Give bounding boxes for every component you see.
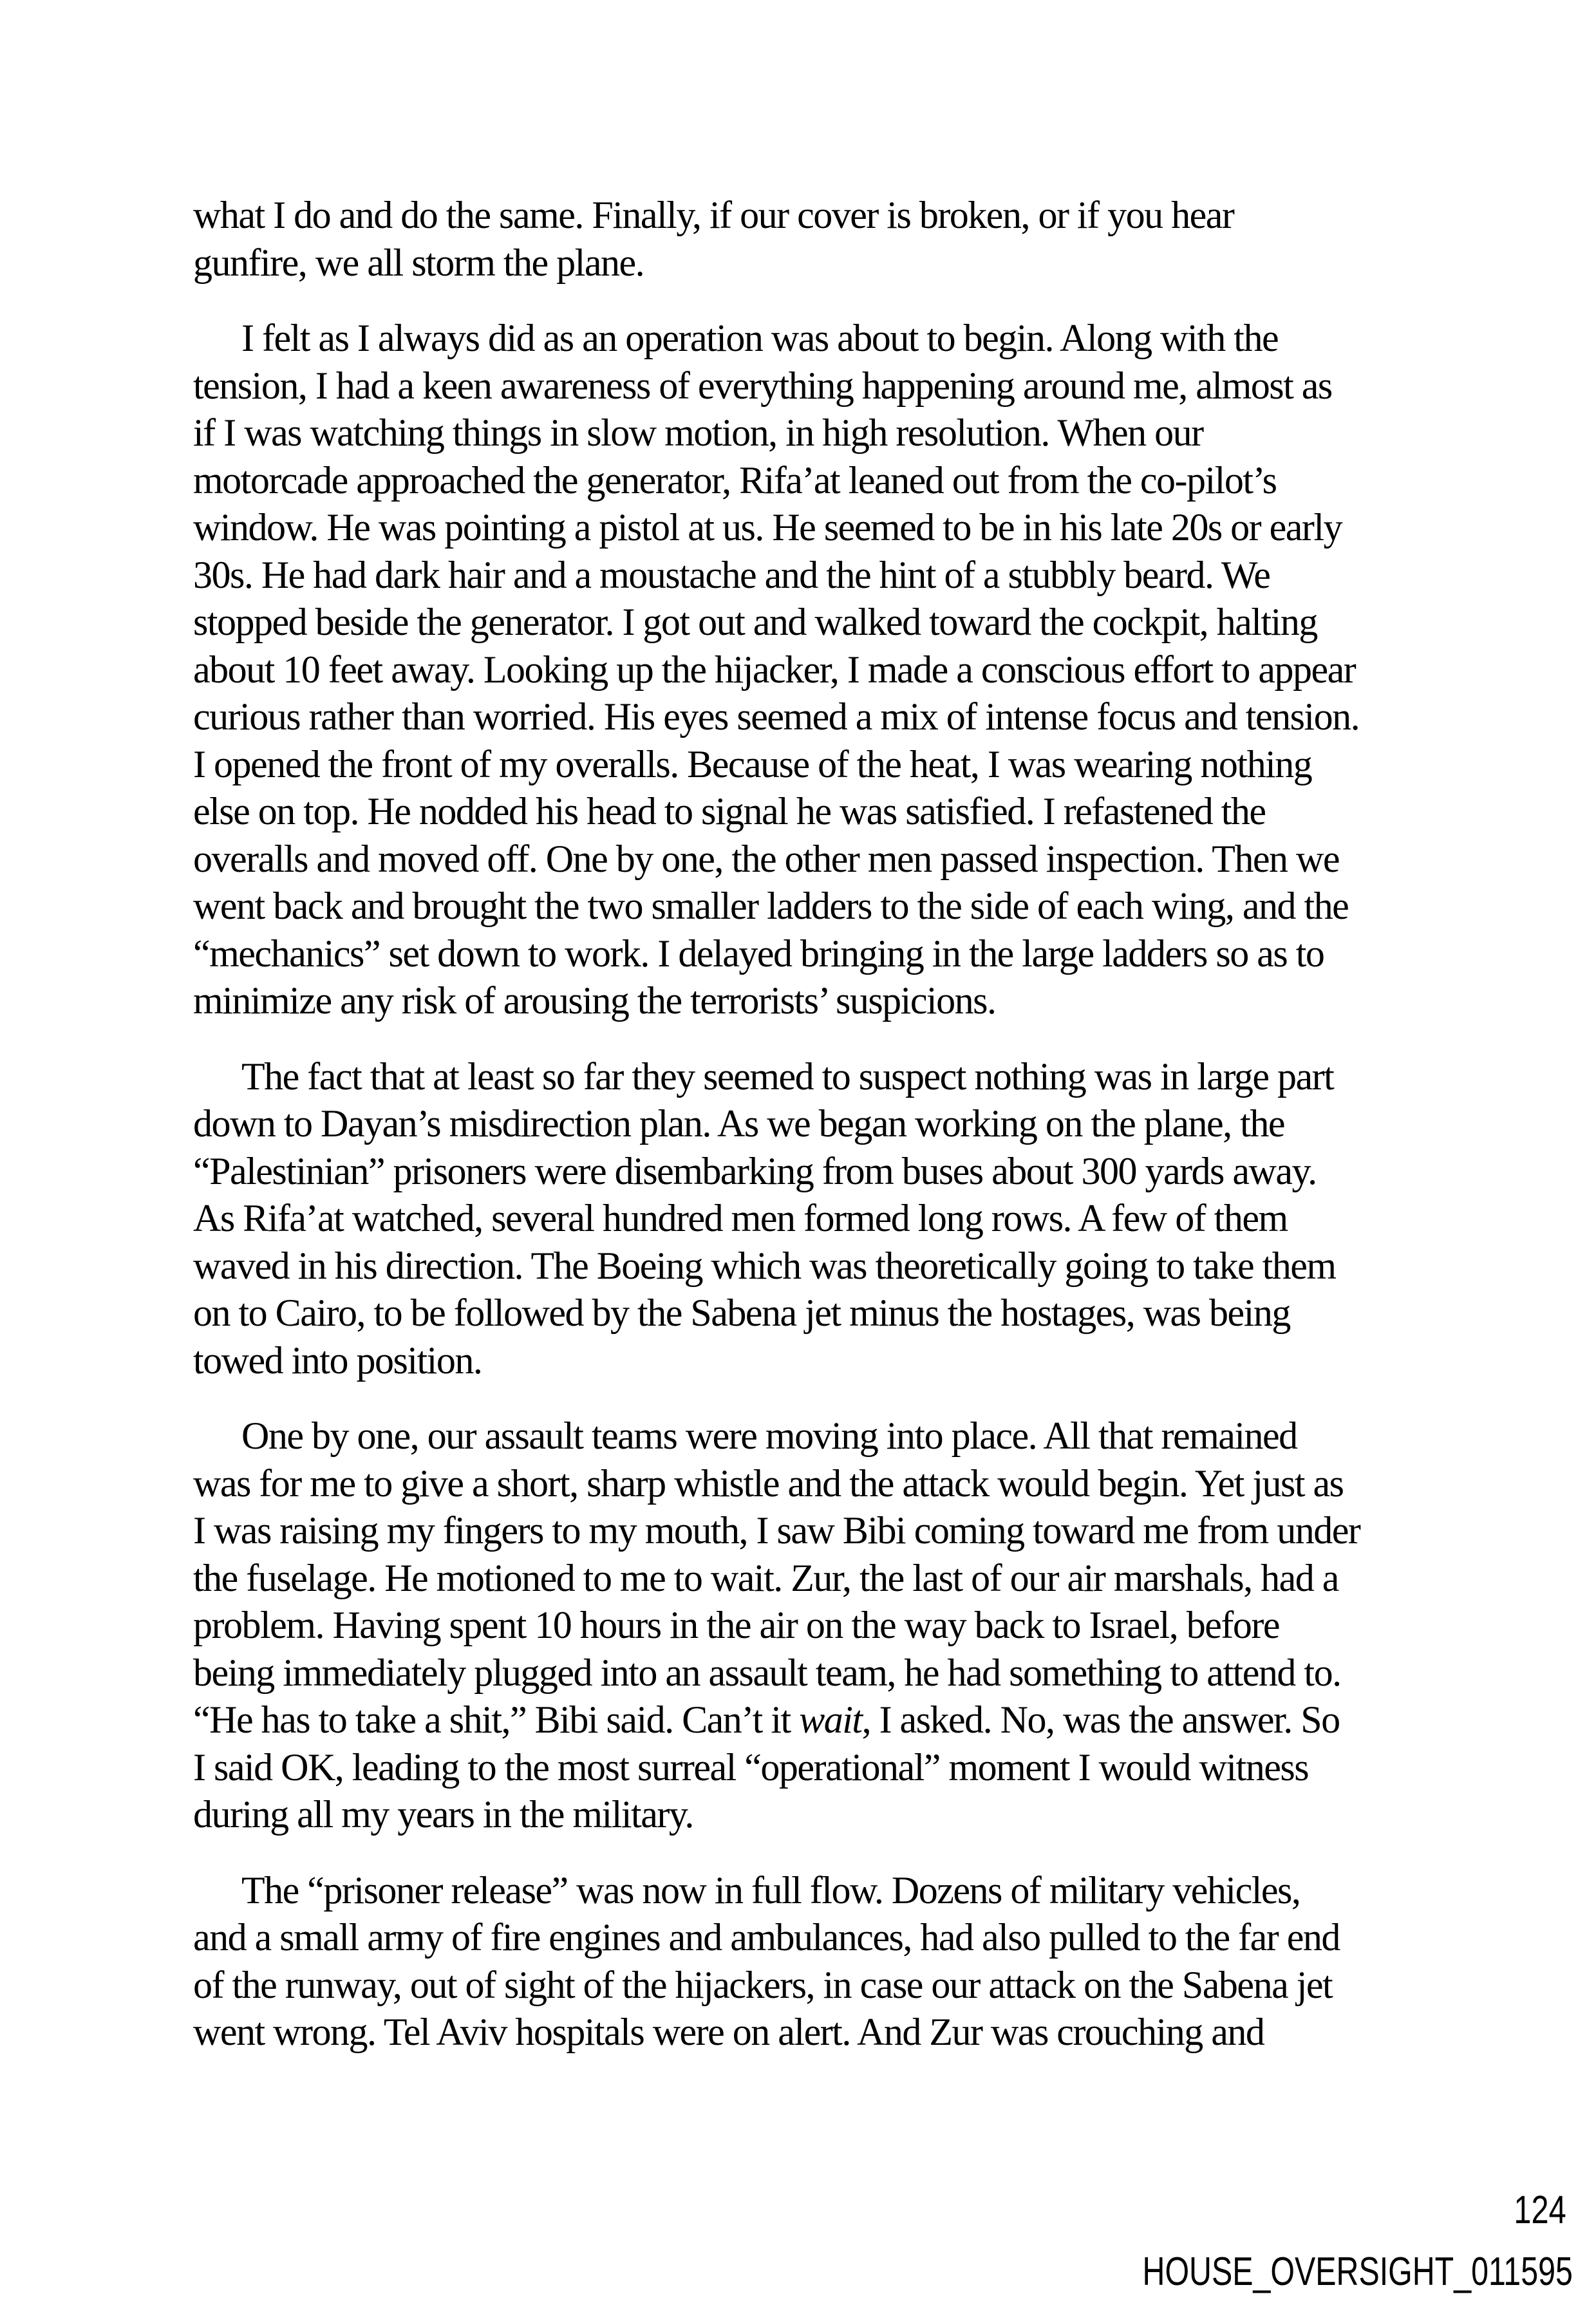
text-line: problem. Having spent 10 hours in the air on the way back to Israel, before [193, 1604, 1279, 1646]
text-line: The “prisoner release” was now in full flow. Dozens of military vehicles, [241, 1868, 1300, 1912]
text-line: minimize any risk of arousing the terrorists’ suspicions. [193, 979, 996, 1022]
text-line: window. He was pointing a pistol at us. He seemed to be in his late 20s or early [193, 506, 1342, 549]
text-line: I opened the front of my overalls. Because of the heat, I was wearing nothing [193, 742, 1312, 785]
text-line: gunfire, we all storm the plane. [193, 241, 644, 284]
text-line: overalls and moved off. One by one, the other men passed inspection. Then we [193, 837, 1339, 880]
bates-stamp: HOUSE_OVERSIGHT_011595 [1142, 2250, 1573, 2294]
text-line: curious rather than worried. His eyes seemed a mix of intense focus and tension. [193, 695, 1360, 738]
text-line: “mechanics” set down to work. I delayed bringing in the large ladders so as to [193, 932, 1324, 975]
text-line: waved in his direction. The Boeing which was theoretically going to take them [193, 1244, 1336, 1287]
text-line: else on top. He nodded his head to signal he was satisfied. I refastened the [193, 790, 1266, 832]
text-line: “Palestinian” prisoners were disembarking from buses about 300 yards away. [193, 1149, 1317, 1192]
text-line: motorcade approached the generator, Rifa’at leaned out from the co-pilot’s [193, 458, 1277, 502]
text-line: 30s. He had dark hair and a moustache and the hint of a stubbly beard. We [193, 553, 1270, 596]
text-line: As Rifa’at watched, several hundred men formed long rows. A few of them [193, 1197, 1288, 1239]
text-line: was for me to give a short, sharp whistle and the attack would begin. Yet just as [193, 1462, 1344, 1505]
paragraph [193, 315, 1360, 1025]
text-line: being immediately plugged into an assault team, he had something to attend to. [193, 1651, 1341, 1694]
text-line: stopped beside the generator. I got out and walked toward the cockpit, halting [193, 601, 1317, 643]
text-line: went back and brought the two smaller ladders to the side of each wing, and the [193, 885, 1349, 927]
text-line: down to Dayan’s misdirection plan. As we began working on the plane, the [193, 1102, 1284, 1145]
text-line: of the runway, out of sight of the hijackers, in case our attack on the Sabena jet [193, 1963, 1333, 2006]
text-line: what I do and do the same. Finally, if our cover is broken, or if you hear [193, 194, 1234, 236]
text-line: went wrong. Tel Aviv hospitals were on alert. And Zur was crouching and [193, 2011, 1264, 2053]
text-line: if I was watching things in slow motion, in high resolution. When our [193, 411, 1203, 454]
text-line: the fuselage. He motioned to me to wait. Zur, the last of our air marshals, had a [193, 1556, 1338, 1599]
text-line: I said OK, leading to the most surreal “operational” moment I would witness [193, 1745, 1309, 1789]
paragraph [193, 1413, 1360, 1839]
text-line: I felt as I always did as an operation was about to begin. Along with the [241, 317, 1279, 359]
paragraph [193, 192, 1360, 287]
paragraph [193, 1053, 1360, 1385]
text-line: I was raising my fingers to my mouth, I saw Bibi coming toward me from under [193, 1509, 1360, 1552]
text-line: on to Cairo, to be followed by the Sabena jet minus the hostages, was being [193, 1292, 1290, 1334]
text-line: about 10 feet away. Looking up the hijacker, I made a conscious effort to appear [193, 648, 1356, 691]
text-line: tension, I had a keen awareness of everything happening around me, almost as [193, 364, 1332, 407]
text-line: towed into position. [193, 1339, 482, 1382]
text-line: “He has to take a shit,” Bibi said. Can’t it wait, I asked. No, was the answer. So [193, 1698, 1340, 1741]
page-number: 124 [1514, 2188, 1566, 2232]
text-line: The fact that at least so far they seemed to suspect nothing was in large part [241, 1055, 1334, 1098]
paragraph [193, 1867, 1360, 2056]
body-text [193, 192, 1360, 2056]
text-line: and a small army of fire engines and ambulances, had also pulled to the far end [193, 1916, 1340, 1959]
text-line: during all my years in the military. [193, 1793, 693, 1836]
text-line: One by one, our assault teams were moving into place. All that remained [241, 1415, 1297, 1457]
